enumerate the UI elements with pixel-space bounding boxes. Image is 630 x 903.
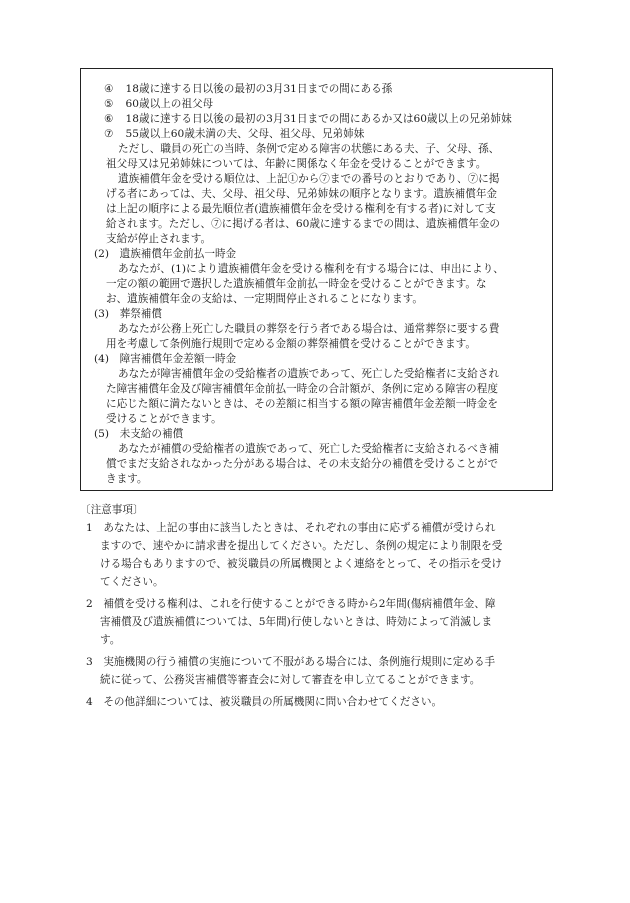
section-heading: (2) 遺族補償年金前払一時金	[94, 248, 237, 260]
note-line: 2 補償を受ける権利は、これを行使することができる時から2年間(傷病補償年金、障	[86, 598, 496, 610]
item-number: ⑦	[104, 128, 114, 140]
paragraph-line: 遺族補償年金を受ける順位は、上記①から⑦までの番号のとおりであり、⑦に掲	[118, 173, 500, 185]
section-heading: (3) 葬祭補償	[94, 308, 162, 320]
paragraph-line: ただし、職員の死亡の当時、条例で定める障害の状態にある夫、子、父母、孫、	[118, 143, 500, 155]
paragraph-line: げる者にあっては、夫、父母、祖父母、兄弟姉妹の順序となります。遺族補償年金	[106, 188, 498, 200]
paragraph-line: あなたが補償の受給権者の遺族であって、死亡した受給権者に支給されるべき補	[118, 443, 500, 455]
paragraph-line: 祖父母又は兄弟姉妹については、年齢に関係なく年金を受けることができます。	[106, 158, 487, 170]
paragraph-line: 支給が停止されます。	[106, 233, 212, 245]
paragraph-line: 用を考慮して条例施行規則で定める金額の葬祭補償を受けることができます。	[106, 338, 476, 350]
note-line: 害補償及び遺族補償については、5年間)行使しないときは、時効によって消滅しま	[100, 616, 493, 628]
note-line: す。	[100, 634, 121, 646]
note-line: てください。	[100, 576, 164, 588]
item-number: ⑤	[104, 98, 114, 110]
item-number: ④	[104, 83, 114, 95]
paragraph-line: 受けることができます。	[106, 413, 222, 425]
note-line: 3 実施機関の行う補償の実施について不服がある場合には、条例施行規則に定める手	[86, 656, 496, 668]
note-line: ける場合もありますので、被災職員の所属機関とよく連絡をとって、その指示を受け	[100, 558, 502, 570]
paragraph-line: た障害補償年金及び障害補償年金前払一時金の合計額が、条例に定める障害の程度	[106, 383, 498, 395]
notes-heading: 〔注意事項〕	[80, 504, 144, 516]
paragraph-line: に応じた額に満たないときは、その差額に相当する額の障害補償年金差額一時金を	[106, 398, 498, 410]
list-item	[104, 127, 364, 141]
note-line: 続に従って、公務災害補償等審査会に対して審査を申し立てることができます。	[100, 674, 481, 686]
paragraph-line: あなたが障害補償年金の受給権者の遺族であって、死亡した受給権者に支給され	[118, 368, 500, 380]
paragraph-line: 一定の額の範囲で選択した遺族補償年金前払一時金を受けることができます。な	[106, 278, 487, 290]
list-item	[104, 82, 392, 96]
paragraph-line: あなたが、(1)により遺族補償年金を受ける権利を有する場合には、申出により、	[118, 263, 504, 275]
paragraph-line: あなたが公務上死亡した職員の葬祭を行う者である場合は、通常葬祭に要する費	[118, 323, 500, 335]
note-line: 1 あなたは、上記の事由に該当したときは、それぞれの事由に応ずる補償が受けられ	[86, 522, 496, 534]
section-heading: (5) 未支給の補償	[94, 428, 184, 440]
note-line: ますので、速やかに請求書を提出してください。ただし、条例の規定により制限を受	[100, 540, 503, 552]
list-item	[104, 112, 512, 126]
item-number: ⑥	[104, 113, 114, 125]
section-heading: (4) 障害補償年金差額一時金	[94, 353, 237, 365]
item-text: 60歳以上の祖父母	[125, 98, 214, 110]
item-text: 55歳以上60歳未満の夫、父母、祖父母、兄弟姉妹	[125, 128, 365, 140]
note-line: 4 その他詳細については、被災職員の所属機関に問い合わせてください。	[86, 696, 443, 708]
paragraph-line: 償でまだ支給されなかった分がある場合は、その未支給分の補償を受けることがで	[106, 458, 498, 470]
paragraph-line: は上記の順序による最先順位者(遺族補償年金を受ける権利を有する者)に対して支	[106, 203, 496, 215]
paragraph-line: お、遺族補償年金の支給は、一定期間停止されることになります。	[106, 293, 423, 305]
paragraph-line: きます。	[106, 473, 148, 485]
item-text: 18歳に達する日以後の最初の3月31日までの間にある孫	[125, 83, 393, 95]
item-text: 18歳に達する日以後の最初の3月31日までの間にあるか又は60歳以上の兄弟姉妹	[125, 113, 512, 125]
list-item	[104, 97, 213, 111]
paragraph-line: 給されます。ただし、⑦に掲げる者は、60歳に達するまでの間は、遺族補償年金の	[106, 218, 501, 230]
